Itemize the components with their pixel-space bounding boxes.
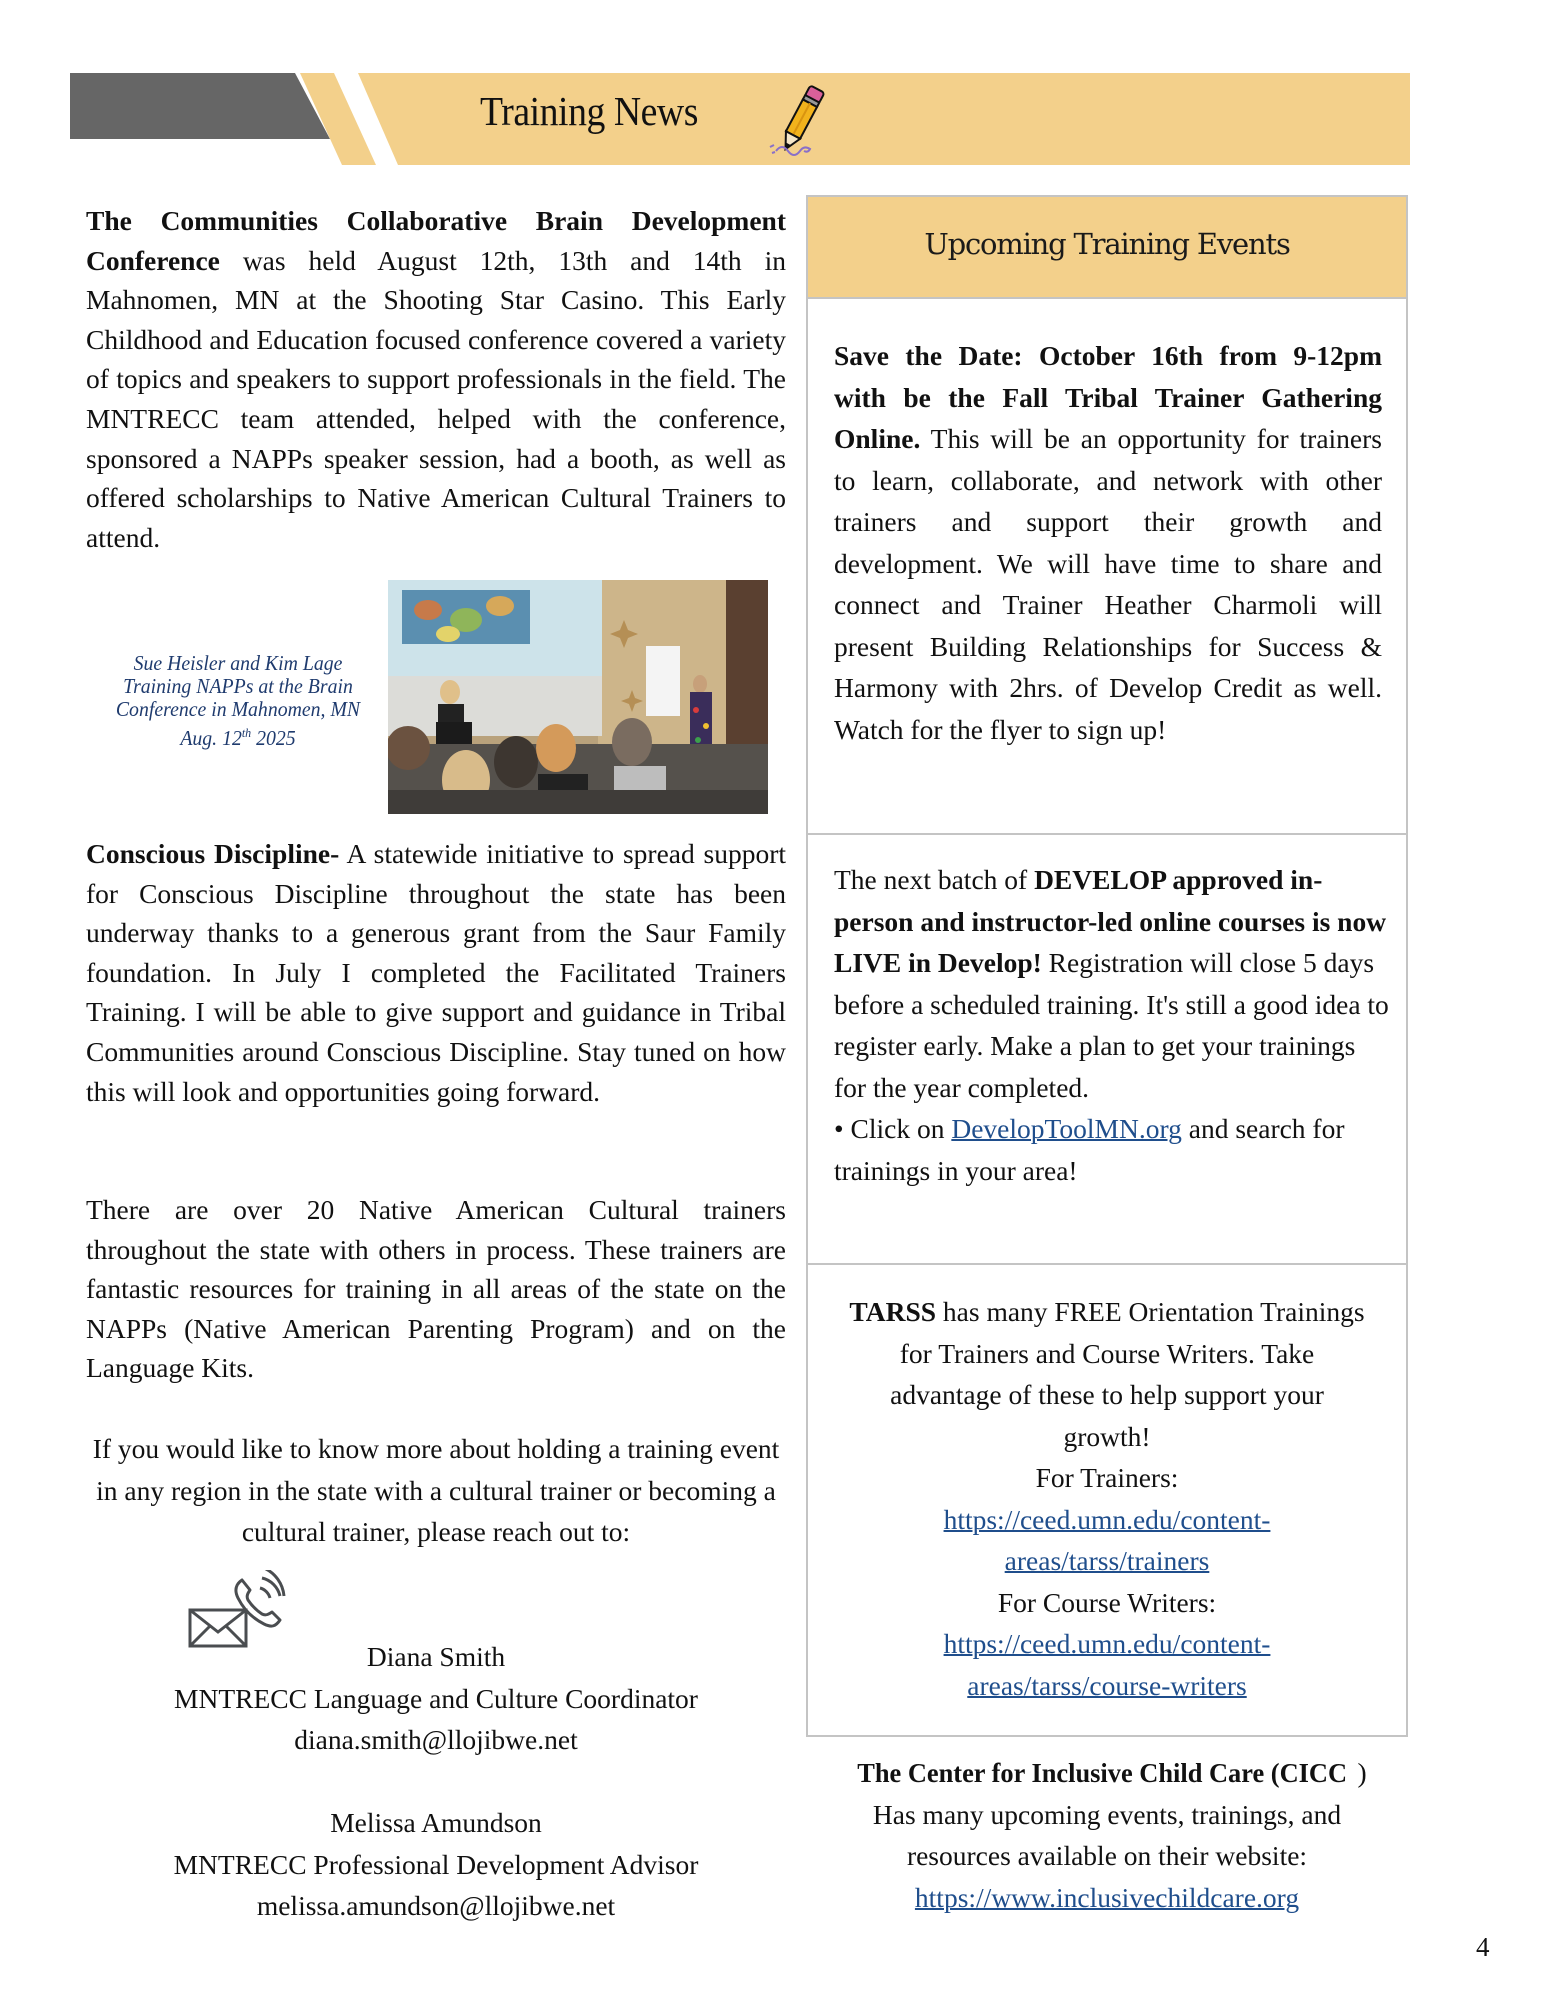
event-save-the-date	[808, 301, 1406, 835]
contact-card	[86, 1802, 786, 1927]
cicc-section	[806, 1752, 1408, 1918]
caption-date-sup: th	[241, 725, 252, 740]
caption-line: Training NAPPs at the Brain	[123, 674, 353, 698]
upcoming-events-title: Upcoming Training Events	[924, 227, 1290, 261]
conference-photo	[388, 580, 768, 814]
contact-title: MNTRECC Professional Development Advisor	[173, 1848, 699, 1880]
conference-paragraph	[86, 201, 786, 557]
cicc-title	[806, 1752, 1408, 1794]
develop-text-pre: The next batch of	[834, 864, 1035, 895]
conscious-discipline-text: A statewide initiative to spread support for Conscious Discipline throughout the state has been underway thanks to a generous grant from the Saur Family foundation. In July I completed the Facilitated Trainers Training. I will be able to give support and guidance in Tribal Communities around Conscious Discipline. Stay tuned on how this will look and opportunities going forward.	[86, 838, 787, 1107]
banner-gray-block	[70, 73, 330, 139]
caption-date-post: 2025	[251, 726, 296, 751]
contact-title: MNTRECC Language and Culture Coordinator	[174, 1682, 698, 1714]
contact-name: Diana Smith	[366, 1641, 506, 1672]
develop-text-post: Registration will close 5 days before a scheduled training. It's still a good idea to register early. Make a plan to get your trainings for the year completed.	[834, 947, 1389, 1103]
pencil-icon	[766, 81, 836, 159]
header-banner	[70, 73, 1410, 165]
event-tarss	[808, 1265, 1406, 1735]
develop-bullet-post: and search for trainings in your area!	[834, 1113, 1345, 1186]
photo-caption	[107, 652, 368, 750]
tarss-writers-link[interactable]: https://ceed.umn.edu/content-	[943, 1628, 1271, 1659]
contact-email[interactable]: melissa.amundson@llojibwe.net	[256, 1890, 616, 1921]
conference-title: The Communities Collaborative Brain Development Conference	[86, 205, 786, 276]
tarss-text	[818, 1291, 1396, 1706]
page-number: 4	[1476, 1932, 1490, 1962]
caption-line: Sue Heisler and Kim Lage	[133, 651, 343, 675]
conscious-discipline-paragraph	[86, 834, 786, 1111]
cicc-title-bold: The Center for Inclusive Child Care (CICC	[857, 1757, 1348, 1788]
upcoming-events-header	[808, 197, 1406, 299]
develop-tool-link[interactable]: DevelopToolMN.org	[951, 1113, 1182, 1144]
caption-date	[107, 721, 368, 750]
contact-email[interactable]: diana.smith@llojibwe.net	[294, 1724, 578, 1755]
develop-bold: DEVELOP approved in-person and instructor-led online courses is now LIVE in Develop!	[834, 864, 1387, 978]
tarss-body: has many FREE Orientation Trainings for Trainers and Course Writers. Take advantage of these to help support your growth!	[890, 1296, 1365, 1452]
save-the-date-text	[834, 335, 1382, 750]
cultural-trainers-paragraph: There are over 20 Native American Cultural trainers throughout the state with others in process. These trainers are fantastic resources for training in all areas of the state on the NAPPs (Native American Parenting Program) and on the Language Kits.	[86, 1194, 786, 1384]
conscious-discipline-title: Conscious Discipline-	[86, 838, 340, 869]
for-trainers-label: For Trainers:	[1035, 1462, 1179, 1493]
page-title: Training News	[480, 88, 698, 134]
develop-courses-text	[834, 859, 1394, 1191]
save-the-date-body: This will be an opportunity for trainers to learn, collaborate, and network with other trainers and support their growth and development. We will have time to share and connect and Trainer Heather Charmoli will present Building Relationships for Success & Harmony with 2hrs. of Develop Credit as well. Watch for the flyer to sign up!	[834, 423, 1382, 745]
tarss-lead: TARSS	[849, 1296, 937, 1327]
cicc-paren: )	[1357, 1757, 1367, 1788]
caption-date-pre: Aug. 12	[180, 726, 242, 751]
save-the-date-lead: Save the Date: October 16th from 9-12pm with be the Fall Tribal Trainer Gathering Online.	[834, 340, 1382, 454]
tarss-trainers-link-cont[interactable]: areas/tarss/trainers	[1004, 1545, 1210, 1576]
cicc-link[interactable]: https://www.inclusivechildcare.org	[914, 1881, 1300, 1913]
develop-bullet: • Click on	[834, 1113, 952, 1144]
tarss-trainers-link[interactable]: https://ceed.umn.edu/content-	[943, 1503, 1271, 1535]
tarss-writers-link-cont[interactable]: areas/tarss/course-writers	[967, 1669, 1247, 1701]
event-develop-courses	[808, 835, 1406, 1265]
conference-text: was held August 12th, 13th and 14th in Mahnomen, MN at the Shooting Star Casino. This Early Childhood and Education focused conference covered a variety of topics and speakers to support professionals in the field. The MNTRECC team attended, helped with the conference, sponsored a NAPPs speaker session, had a booth, as well as offered scholarships to Native American Cultural Trainers to attend.	[86, 244, 786, 553]
contact-name: Melissa Amundson	[330, 1807, 542, 1838]
caption-line: Conference in Mahnomen, MN	[115, 697, 361, 721]
upcoming-events-box	[806, 195, 1408, 1737]
reach-out-paragraph: If you would like to know more about holding a training event in any region in the state with a cultural trainer or becoming a cultural trainer, please reach out to:	[92, 1433, 780, 1547]
for-course-writers-label: For Course Writers:	[997, 1586, 1217, 1618]
tarss-intro	[818, 1291, 1396, 1457]
cicc-text: Has many upcoming events, trainings, and resources available on their website:	[872, 1798, 1342, 1871]
contact-card	[86, 1636, 786, 1761]
